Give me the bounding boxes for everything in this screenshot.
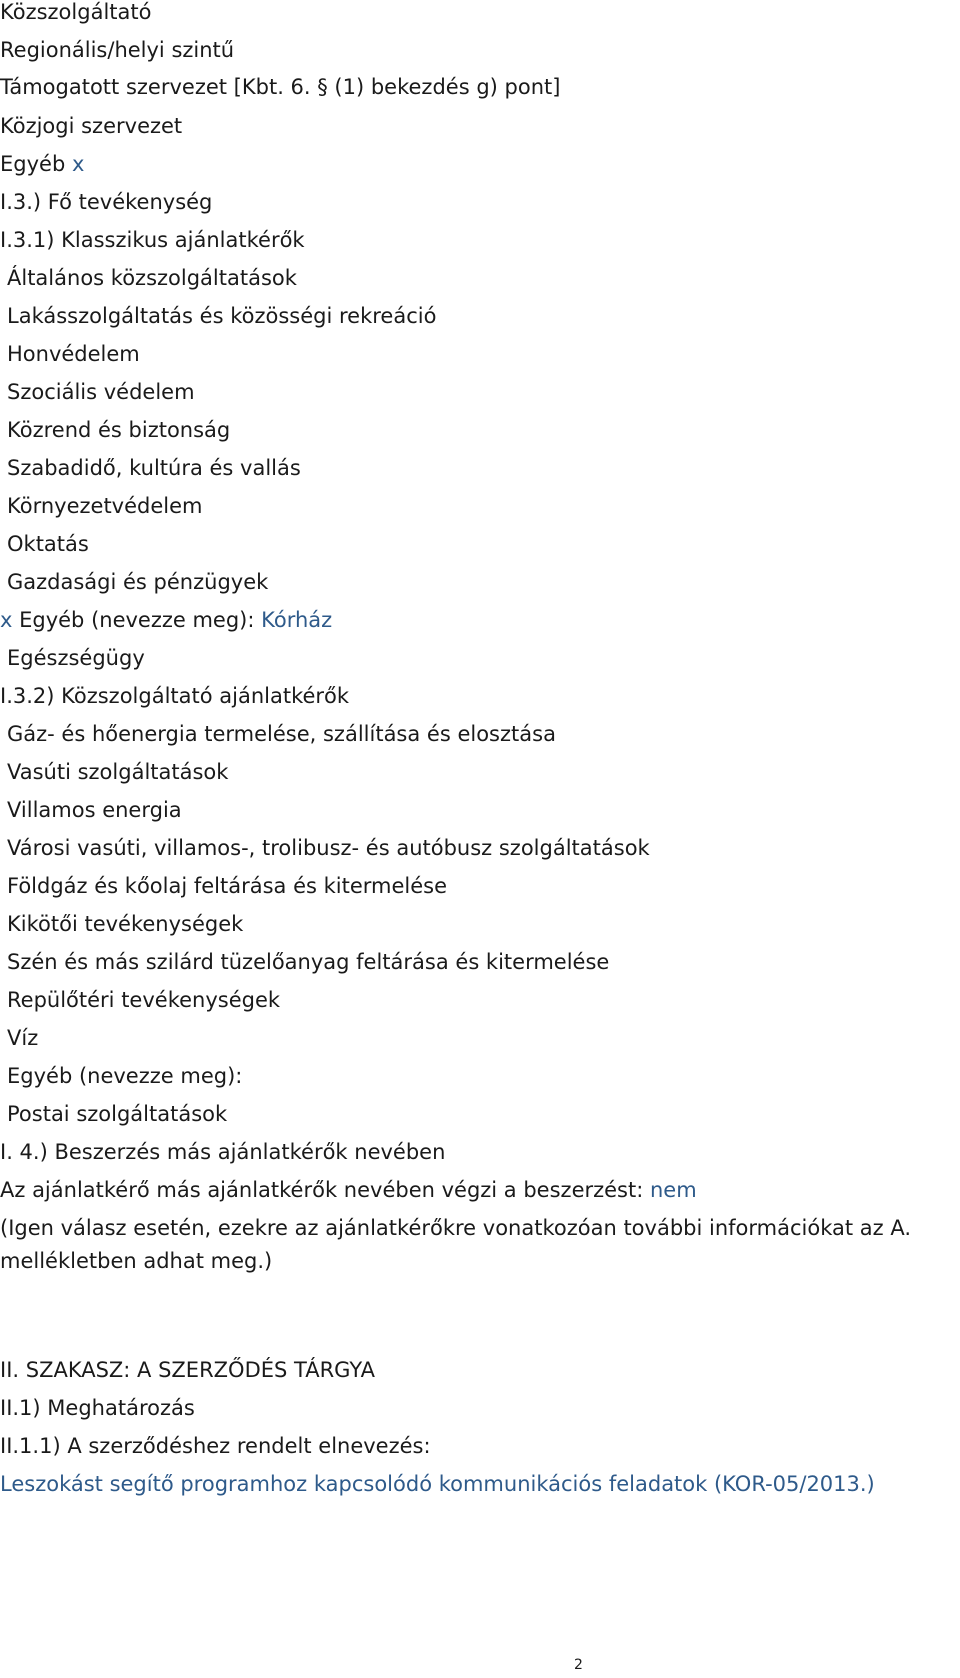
utility-item: Postai szolgáltatások (7, 1102, 228, 1126)
classic-item: Szociális védelem (7, 380, 195, 404)
section-2-heading: II. SZAKASZ: A SZERZŐDÉS TÁRGYA (0, 1358, 375, 1382)
definition-heading: II.1) Meghatározás (0, 1396, 195, 1420)
org-type-kozjogi: Közjogi szervezet (0, 114, 183, 138)
utility-item: Kikötői tevékenységek (7, 912, 244, 936)
classic-item: Szabadidő, kultúra és vallás (7, 456, 301, 480)
classic-item-healthcare: Egészségügy (7, 646, 145, 670)
classic-item: Gazdasági és pénzügyek (7, 570, 269, 594)
classic-item: Környezetvédelem (7, 494, 203, 518)
org-type-egyeb (0, 150, 84, 178)
behalf-note-line2: mellékletben adhat meg.) (0, 1249, 273, 1273)
behalf-answer: nem (650, 1178, 697, 1202)
behalf-question-text: Az ajánlatkérő más ajánlatkérők nevében végzi a beszerzést: (0, 1178, 650, 1202)
utility-item: Egyéb (nevezze meg): (7, 1064, 243, 1088)
utility-item: Szén és más szilárd tüzelőanyag feltárása és kitermelése (7, 950, 610, 974)
utility-item: Víz (7, 1026, 39, 1050)
classic-other-label: Egyéb (nevezze meg): (12, 608, 262, 632)
utility-item: Repülőtéri tevékenységek (7, 988, 281, 1012)
org-type-egyeb-label: Egyéb (0, 152, 72, 176)
org-type-tamogatott: Támogatott szervezet [Kbt. 6. § (1) bekezdés g) pont] (0, 75, 561, 99)
main-activity-heading: I.3.) Fő tevékenység (0, 190, 213, 214)
org-type-regionalis: Regionális/helyi szintű (0, 38, 235, 62)
behalf-heading: I. 4.) Beszerzés más ajánlatkérők nevében (0, 1140, 446, 1164)
utility-item: Földgáz és kőolaj feltárása és kitermelése (7, 874, 448, 898)
classic-item: Oktatás (7, 532, 89, 556)
utility-contracting-heading: I.3.2) Közszolgáltató ajánlatkérők (0, 684, 350, 708)
classic-contracting-heading: I.3.1) Klasszikus ajánlatkérők (0, 228, 305, 252)
classic-other-mark: x (0, 608, 13, 632)
utility-item: Városi vasúti, villamos-, trolibusz- és autóbusz szolgáltatások (7, 836, 650, 860)
page-number: 2 (574, 1657, 583, 1673)
classic-other-item (0, 606, 332, 634)
org-type-kozszolgaltato: Közszolgáltató (0, 0, 152, 24)
org-type-egyeb-mark: x (71, 152, 85, 176)
behalf-question (0, 1176, 697, 1204)
behalf-note-line1: (Igen válasz esetén, ezekre az ajánlatkérőkre vonatkozóan további információkat az A. (0, 1216, 912, 1240)
contract-name-label: II.1.1) A szerződéshez rendelt elnevezés: (0, 1434, 431, 1458)
utility-item: Vasúti szolgáltatások (7, 760, 229, 784)
contract-name-value: Leszokást segítő programhoz kapcsolódó kommunikációs feladatok (KOR-05/2013.) (0, 1472, 875, 1496)
classic-other-value: Kórház (261, 608, 333, 632)
classic-item: Lakásszolgáltatás és közösségi rekreáció (7, 304, 437, 328)
utility-item: Villamos energia (7, 798, 182, 822)
classic-item: Honvédelem (7, 342, 140, 366)
classic-item: Közrend és biztonság (7, 418, 231, 442)
utility-item: Gáz- és hőenergia termelése, szállítása és elosztása (7, 722, 556, 746)
classic-item: Általános közszolgáltatások (7, 266, 297, 290)
